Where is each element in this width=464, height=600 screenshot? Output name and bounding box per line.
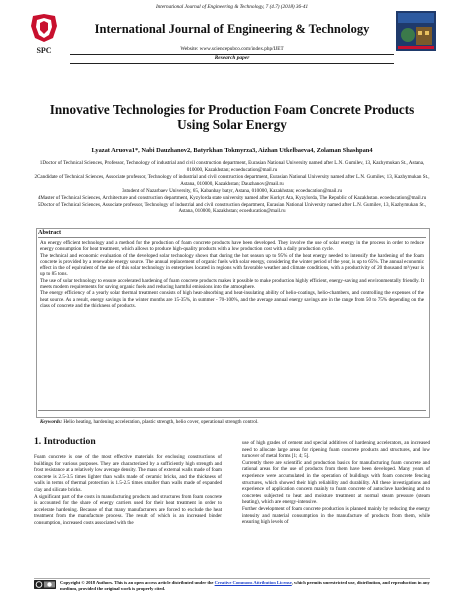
keywords-divider [38,410,426,411]
abstract-paragraph: The technical and economic evaluation of the developed solar technology shows that during the hot season up to 95% of the heat energy needed to intensify the hardening of the foam concrete is provided by a renewable energy source. The annual replacement of organic fuels with solar energy, considering the winter period of the year, is up to 65%. The annual economic effect in the of equivalent of the use of this solar technology in enterprises located in regions with favorable weather and climate conditions, with a productivity of 20 thousand m³/year is up to 85 tons. [40,252,424,278]
affiliation-item: 4Master of Technical Sciences, Architecture and construction department, Kyzylorda state university named after Korkyt Ata, Kyzylorda, The Republic of Kazakhstan. ecoeducation@mail.ru [37,194,427,201]
abstract-paragraph: The energy efficiency of a yearly solar thermal treatment consists of high heat-absorbing and heat-insulating ability of helio-coatings, helio-chambers, and controlling the expenses of the heat source. As a result, energy savings in the winter months are 15-35%, in summer - 70-100%, and the average annual energy savings are in the range from 50 to 75% depending on the class of concrete and the thickness of products. [40,290,424,309]
affiliation-item: 3student of Nazarbaev University, 65, Kabanbay batyr, Astana, 010000, Kazakhstan; ecoeducation@mail.ru [121,187,342,194]
abstract-heading: Abstract [38,229,62,236]
abstract-divider [38,237,426,238]
journal-cover-icon [396,11,436,51]
body-paragraph: Currently there are scientific and production basics for manufacturing foam concrete and rational areas for the use of products from them have been developed. Many years of experience were accumulated in the operation of buildings with foam concrete fencing structures, which showed their high reliability and durability. All these investigations and experience of application concern mainly to foam concrete of autoclave hardening and to concretes subjected to heat and moisture treatment at normal steam pressure (steam heating), which are energy-intensive. [242,459,430,506]
paper-type: Research paper [214,55,250,61]
affiliation-item: 5Doctor of Technical Sciences, Associate professor, Technology of industrial and civil construction department, Eurasian National University named after L.N. Gumilev, 13, Kazhymukan St., Astana, 010000, Kazakhstan; ecoeducation@mail.ru [37,201,427,215]
license-link[interactable]: Creative Commons Attribution License [214,580,292,585]
creative-commons-badge-icon[interactable] [34,580,56,589]
right-column [242,440,430,526]
copyright-text-end: , which permits unrestricted use, distribution, and reproduction in any medium, provided the original work is properly cited. [60,580,430,591]
abstract-paragraph: An energy efficient technology and a method for the production of foam concrete products have been developed. They involve the use of solar energy in the process in order to reduce energy consumption for heat treatment, which allows to produce high-quality products with a low production cost with a daily production cycle. [40,240,424,253]
body-paragraph: Further development of foam concrete production is planned mainly by reducing the energy intensity and material consumption in the manufacture of products from them, while ensuring high levels of [242,505,430,526]
keywords [40,419,430,425]
journal-reference: International Journal of Engineering & Technology, 7 (4.7) (2018) 36-41 [155,4,309,10]
journal-website[interactable]: Website: www.sciencepubco.com/index.php/IJET [180,46,284,52]
spc-logo-icon [27,12,61,58]
paper-title [30,102,434,132]
abstract-body [40,240,424,309]
footer-divider [34,578,430,579]
section-heading-introduction: 1. Introduction [34,436,96,447]
body-paragraph: Foam concrete is one of the most effective materials for enclosing constructions of buildings for various purposes. They are characterized by a sufficiently high strength and frost resistance at a relatively low average density. The mass of external walls made of foam concrete is 2.5-3.5 times lighter than walls made of ceramic bricks, and the thickness of walls in terms of thermal protection is 1.5-2.5 times smaller than walls made of expanded clay and silicate bricks. [34,454,222,493]
paper-title-line2: Using Solar Energy [177,117,287,132]
affiliation-item: 1Doctor of Technical Sciences, Professor, Technology of industrial and civil construction department, Eurasian National University named after L.N. Gumilev, 13, Kazhymukan St., Astana, 010000, Kazakhstan; ecoeducation@mail.ru [39,160,425,173]
copyright-text-start: Copyright © 2018 Authors. This is an open access article distributed under the [60,580,215,585]
body-paragraph: use of high grades of cement and special additives of hardening accelerators, an increased need to allocate large areas for ripening foam concrete products and structures, and low turnover of metal forms [1; 4; 5]. [242,440,430,460]
keywords-text: Helio heating, hardening acceleration, plastic strength, helio cover, operational strength control. [63,419,259,425]
left-column [34,454,222,527]
keywords-label: Keywords: [40,419,63,425]
author-list: Lyazat Aruova1*, Nabi Dauzhanov2, Batyrkhan Tokmyrza3, Aizhan Utkelbaeva4, Zolaman Shashpan4 [91,147,373,154]
body-paragraph: A significant part of the costs in manufacturing products and structures from foam concrete is accounted for the share of energy carriers used for their heat treatment in order to accelerate hardening. Because of that many manufacturers are forced to exclude the heat treatment from the manufacture process. The result of which is an increased binder consumption, increased costs associated with the [34,493,222,526]
abstract-paragraph: The use of solar technology to ensure accelerated hardening of foam concrete products makes it possible to make production highly efficient, energy-saving and environmentally friendly. It meets modern requirements for saving organic fuels and reducing harmful emissions into the atmosphere. [40,277,424,291]
paper-title-line1: Innovative Technologies for Production Foam Concrete Products [49,102,415,117]
journal-title: International Journal of Engineering & Technology [94,22,370,36]
logo-text: SPC [36,46,52,55]
affiliation-item: 2Candidate of Technical Sciences, Associate professor, Technology of industrial and civil construction department, Eurasian National University named after L.N. Gumilev, 13, Kazhymukan St., Astana, 010000, Kazakhstan; Dauzhanov@mail.ru [34,173,430,187]
affiliations [34,160,430,216]
copyright-notice [60,580,432,591]
